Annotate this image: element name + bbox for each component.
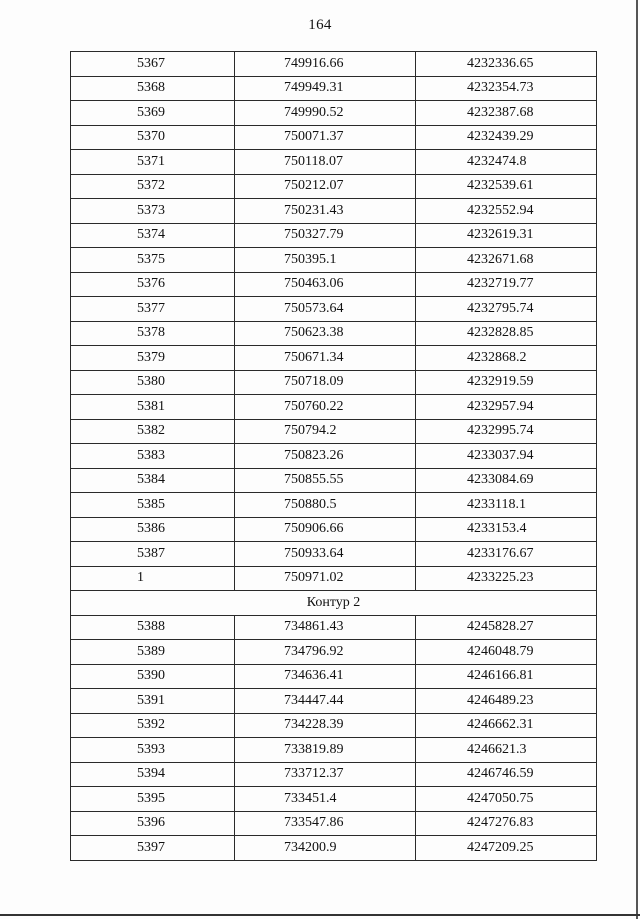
point-number-cell: 5393 (71, 738, 235, 763)
y-coordinate-cell: 4247050.75 (416, 787, 597, 812)
y-coordinate-cell: 4232619.31 (416, 223, 597, 248)
x-coordinate-cell: 750118.07 (235, 150, 416, 175)
table-row (71, 395, 597, 420)
x-coordinate-cell: 750718.09 (235, 370, 416, 395)
table-row (71, 517, 597, 542)
point-number-cell: 5382 (71, 419, 235, 444)
table-row (71, 52, 597, 77)
table-row (71, 689, 597, 714)
table-row (71, 321, 597, 346)
y-coordinate-cell: 4232539.61 (416, 174, 597, 199)
x-coordinate-cell: 750794.2 (235, 419, 416, 444)
table-row (71, 150, 597, 175)
table-row (71, 493, 597, 518)
table-row (71, 248, 597, 273)
point-number-cell: 5397 (71, 836, 235, 861)
x-coordinate-cell: 750623.38 (235, 321, 416, 346)
x-coordinate-cell: 749990.52 (235, 101, 416, 126)
point-number-cell: 5384 (71, 468, 235, 493)
point-number-cell: 5381 (71, 395, 235, 420)
y-coordinate-cell: 4232919.59 (416, 370, 597, 395)
y-coordinate-cell: 4245828.27 (416, 615, 597, 640)
table-row (71, 297, 597, 322)
x-coordinate-cell: 749916.66 (235, 52, 416, 77)
y-coordinate-cell: 4232795.74 (416, 297, 597, 322)
table-row (71, 272, 597, 297)
y-coordinate-cell: 4232336.65 (416, 52, 597, 77)
table-row (71, 615, 597, 640)
table-row (71, 713, 597, 738)
y-coordinate-cell: 4232354.73 (416, 76, 597, 101)
x-coordinate-cell: 750933.64 (235, 542, 416, 567)
y-coordinate-cell: 4232387.68 (416, 101, 597, 126)
point-number-cell: 5371 (71, 150, 235, 175)
table-row (71, 101, 597, 126)
point-number-cell: 5369 (71, 101, 235, 126)
y-coordinate-cell: 4232474.8 (416, 150, 597, 175)
y-coordinate-cell: 4233084.69 (416, 468, 597, 493)
x-coordinate-cell: 734636.41 (235, 664, 416, 689)
x-coordinate-cell: 749949.31 (235, 76, 416, 101)
point-number-cell: 5389 (71, 640, 235, 665)
x-coordinate-cell: 750463.06 (235, 272, 416, 297)
y-coordinate-cell: 4246489.23 (416, 689, 597, 714)
table-row (71, 444, 597, 469)
y-coordinate-cell: 4246746.59 (416, 762, 597, 787)
x-coordinate-cell: 750760.22 (235, 395, 416, 420)
x-coordinate-cell: 733819.89 (235, 738, 416, 763)
y-coordinate-cell: 4247276.83 (416, 811, 597, 836)
table-row (71, 468, 597, 493)
x-coordinate-cell: 734228.39 (235, 713, 416, 738)
y-coordinate-cell: 4232552.94 (416, 199, 597, 224)
point-number-cell: 5368 (71, 76, 235, 101)
y-coordinate-cell: 4246048.79 (416, 640, 597, 665)
x-coordinate-cell: 734861.43 (235, 615, 416, 640)
y-coordinate-cell: 4232995.74 (416, 419, 597, 444)
y-coordinate-cell: 4233225.23 (416, 566, 597, 591)
y-coordinate-cell: 4233176.67 (416, 542, 597, 567)
y-coordinate-cell: 4232439.29 (416, 125, 597, 150)
table-row (71, 640, 597, 665)
x-coordinate-cell: 750880.5 (235, 493, 416, 518)
point-number-cell: 5392 (71, 713, 235, 738)
section-label: Контур 2 (71, 591, 597, 616)
y-coordinate-cell: 4246166.81 (416, 664, 597, 689)
page-edge-line-right (636, 0, 638, 919)
x-coordinate-cell: 750855.55 (235, 468, 416, 493)
section-header-group (71, 591, 597, 616)
table-row (71, 76, 597, 101)
y-coordinate-cell: 4232828.85 (416, 321, 597, 346)
y-coordinate-cell: 4233037.94 (416, 444, 597, 469)
table-row (71, 223, 597, 248)
y-coordinate-cell: 4232719.77 (416, 272, 597, 297)
point-number-cell: 5390 (71, 664, 235, 689)
table-row (71, 836, 597, 861)
y-coordinate-cell: 4233118.1 (416, 493, 597, 518)
x-coordinate-cell: 750071.37 (235, 125, 416, 150)
table-row (71, 542, 597, 567)
table-row (71, 199, 597, 224)
x-coordinate-cell: 750327.79 (235, 223, 416, 248)
point-number-cell: 5385 (71, 493, 235, 518)
y-coordinate-cell: 4246662.31 (416, 713, 597, 738)
y-coordinate-cell: 4247209.25 (416, 836, 597, 861)
point-number-cell: 5388 (71, 615, 235, 640)
point-number-cell: 5373 (71, 199, 235, 224)
point-number-cell: 5378 (71, 321, 235, 346)
table-row (71, 566, 597, 591)
section-header-row (71, 591, 597, 616)
x-coordinate-cell: 733547.86 (235, 811, 416, 836)
point-number-cell: 5391 (71, 689, 235, 714)
table-row (71, 419, 597, 444)
y-coordinate-cell: 4232868.2 (416, 346, 597, 371)
x-coordinate-cell: 750971.02 (235, 566, 416, 591)
x-coordinate-cell: 750573.64 (235, 297, 416, 322)
x-coordinate-cell: 734796.92 (235, 640, 416, 665)
point-number-cell: 5383 (71, 444, 235, 469)
point-number-cell: 5395 (71, 787, 235, 812)
y-coordinate-cell: 4232671.68 (416, 248, 597, 273)
coordinates-table-body-contour-2 (71, 615, 597, 860)
page-edge-line-bottom (0, 914, 640, 916)
point-number-cell: 5380 (71, 370, 235, 395)
point-number-cell: 5377 (71, 297, 235, 322)
y-coordinate-cell: 4232957.94 (416, 395, 597, 420)
point-number-cell: 5387 (71, 542, 235, 567)
x-coordinate-cell: 750906.66 (235, 517, 416, 542)
table-row (71, 125, 597, 150)
point-number-cell: 5370 (71, 125, 235, 150)
coordinates-table (70, 51, 597, 861)
point-number-cell: 5372 (71, 174, 235, 199)
x-coordinate-cell: 750212.07 (235, 174, 416, 199)
table-row (71, 738, 597, 763)
x-coordinate-cell: 733712.37 (235, 762, 416, 787)
x-coordinate-cell: 733451.4 (235, 787, 416, 812)
point-number-cell: 1 (71, 566, 235, 591)
table-row (71, 664, 597, 689)
coordinates-table-body-contour-1 (71, 52, 597, 591)
table-row (71, 346, 597, 371)
table-row (71, 762, 597, 787)
x-coordinate-cell: 750395.1 (235, 248, 416, 273)
point-number-cell: 5374 (71, 223, 235, 248)
table-row (71, 370, 597, 395)
x-coordinate-cell: 750671.34 (235, 346, 416, 371)
x-coordinate-cell: 750231.43 (235, 199, 416, 224)
point-number-cell: 5376 (71, 272, 235, 297)
point-number-cell: 5396 (71, 811, 235, 836)
point-number-cell: 5394 (71, 762, 235, 787)
x-coordinate-cell: 734200.9 (235, 836, 416, 861)
table-row (71, 174, 597, 199)
x-coordinate-cell: 734447.44 (235, 689, 416, 714)
point-number-cell: 5375 (71, 248, 235, 273)
y-coordinate-cell: 4233153.4 (416, 517, 597, 542)
table-row (71, 811, 597, 836)
y-coordinate-cell: 4246621.3 (416, 738, 597, 763)
point-number-cell: 5379 (71, 346, 235, 371)
point-number-cell: 5367 (71, 52, 235, 77)
point-number-cell: 5386 (71, 517, 235, 542)
page-number: 164 (308, 17, 332, 33)
table-row (71, 787, 597, 812)
x-coordinate-cell: 750823.26 (235, 444, 416, 469)
